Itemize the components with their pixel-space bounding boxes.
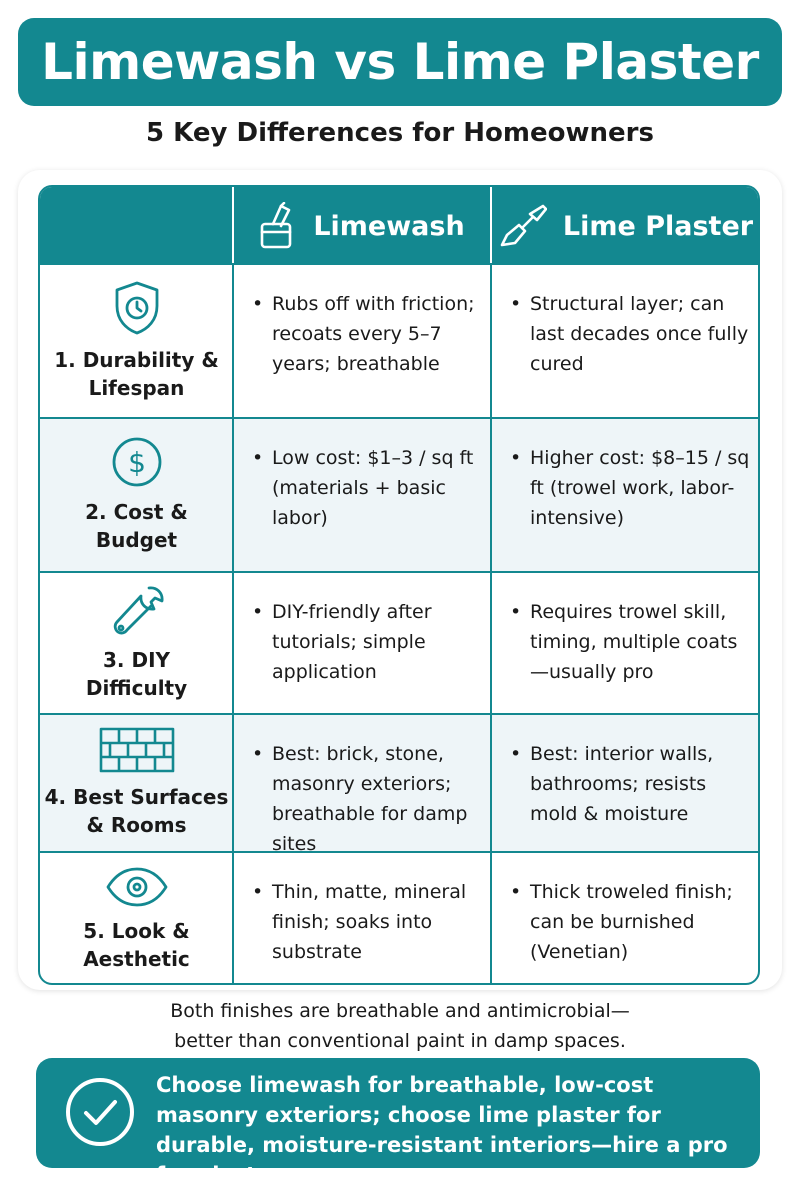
row-label: 5. Look & Aesthetic bbox=[83, 919, 190, 971]
limewash-cell: • Thin, matte, mineral finish; soaks into substrate bbox=[234, 877, 490, 967]
column-header-limewash bbox=[234, 187, 490, 265]
column-label: Lime Plaster bbox=[562, 210, 754, 242]
row-category bbox=[40, 265, 233, 417]
row-category bbox=[40, 853, 233, 985]
column-header-lime-plaster bbox=[492, 187, 760, 265]
column-label: Limewash bbox=[313, 210, 465, 242]
footnote-line: Both finishes are breathable and antimicrobial— bbox=[170, 1000, 630, 1022]
svg-text:$: $ bbox=[127, 446, 146, 479]
limewash-cell: • Low cost: $1–3 / sq ft (materials + basic labor) bbox=[234, 443, 490, 533]
takeaway-banner bbox=[36, 1058, 760, 1187]
footnote bbox=[0, 996, 800, 1056]
row-category bbox=[40, 573, 233, 713]
row-label: 1. Durability & Lifespan bbox=[54, 348, 219, 400]
table-row-durability bbox=[40, 263, 758, 417]
row-category bbox=[40, 419, 233, 571]
shield-clock-icon bbox=[113, 280, 161, 336]
check-circle-icon bbox=[64, 1076, 136, 1148]
row-label: 3. DIY Difficulty bbox=[85, 648, 188, 700]
eye-icon bbox=[106, 867, 168, 907]
table-row-surfaces bbox=[40, 713, 758, 855]
table-row-look bbox=[40, 851, 758, 985]
wrench-icon bbox=[109, 584, 165, 636]
title-banner bbox=[18, 18, 782, 106]
row-label: 2. Cost & Budget bbox=[85, 500, 188, 552]
footnote-line: better than conventional paint in damp spaces. bbox=[174, 1030, 626, 1052]
limewash-cell: • Rubs off with friction; recoats every 5–7 years; breathable bbox=[234, 289, 490, 379]
limewash-cell: • Best: brick, stone, masonry exteriors; breathable for damp sites bbox=[234, 739, 490, 859]
row-label: 4. Best Surfaces & Rooms bbox=[44, 785, 229, 837]
trowel-icon bbox=[499, 204, 547, 248]
brick-wall-icon bbox=[99, 727, 175, 773]
lime-plaster-cell: • Structural layer; can last decades once fully cured bbox=[492, 289, 760, 379]
lime-plaster-cell: • Higher cost: $8–15 / sq ft (trowel work, labor-intensive) bbox=[492, 443, 760, 533]
comparison-table bbox=[38, 185, 760, 985]
lime-plaster-cell: • Thick troweled finish; can be burnished (Venetian) bbox=[492, 877, 760, 967]
page-subtitle: 5 Key Differences for Homeowners bbox=[146, 118, 654, 148]
page-title: Limewash vs Lime Plaster bbox=[41, 33, 759, 91]
takeaway-text: Choose limewash for breathable, low-cost masonry exteriors; choose lime plaster for durable, moisture-resistant interiors—hire a pro for plaster. bbox=[156, 1073, 728, 1187]
table-row-cost bbox=[40, 417, 758, 571]
row-category bbox=[40, 715, 233, 851]
table-header bbox=[40, 187, 758, 265]
lime-plaster-cell: • Requires trowel skill, timing, multiple coats—usually pro bbox=[492, 597, 760, 687]
paint-bucket-brush-icon bbox=[259, 202, 297, 250]
dollar-circle-icon bbox=[111, 436, 163, 488]
lime-plaster-cell: • Best: interior walls, bathrooms; resists mold & moisture bbox=[492, 739, 760, 829]
table-row-diy bbox=[40, 571, 758, 713]
limewash-cell: • DIY-friendly after tutorials; simple application bbox=[234, 597, 490, 687]
